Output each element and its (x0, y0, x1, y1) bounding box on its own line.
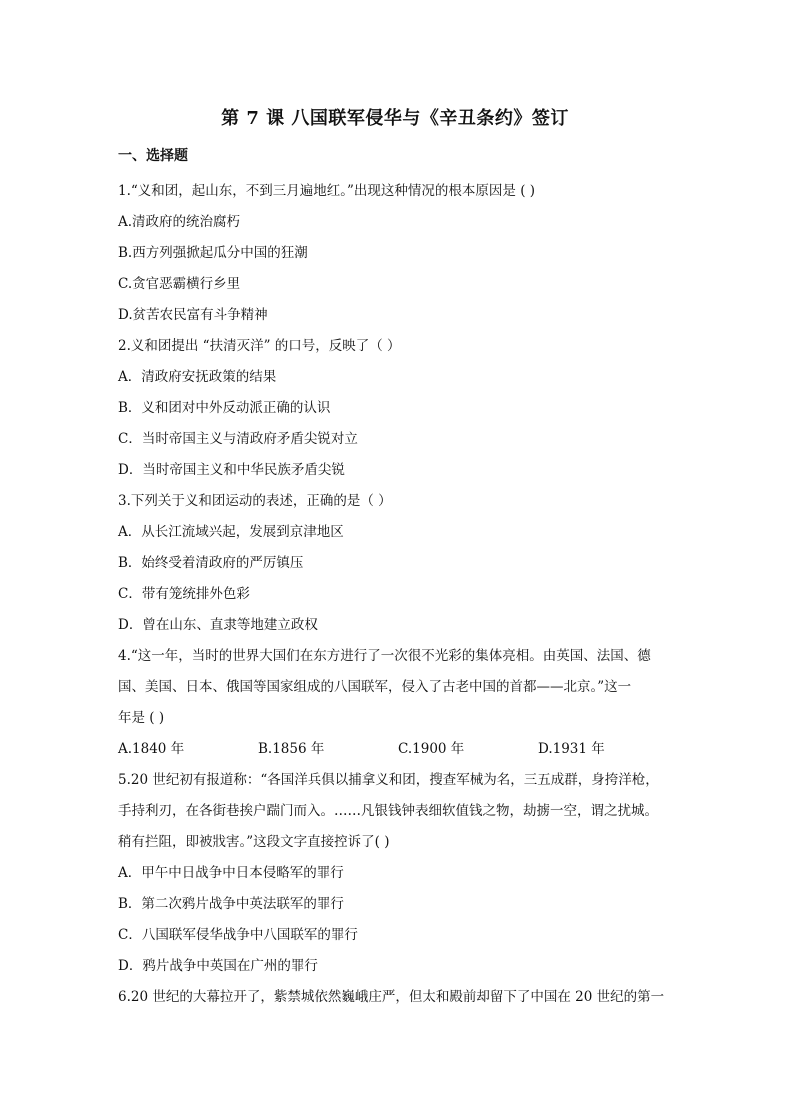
q4-option-c: C.1900 年 (398, 741, 465, 757)
text-line: 稍有拦阻，即被戕害。”这段文字直接控诉了( ) (118, 834, 390, 850)
text-line: 1.“义和团，起山东，不到三月遍地红。”出现这种情况的根本原因是 ( ) (118, 183, 536, 199)
text-line: B．义和团对中外反动派正确的认识 (118, 400, 331, 416)
text-line: C．当时帝国主义与清政府矛盾尖锐对立 (118, 431, 358, 447)
text-line: B．第二次鸦片战争中英法联军的罪行 (118, 896, 344, 912)
q4-option-b: B.1856 年 (258, 741, 325, 757)
text-line: A．清政府安抚政策的结果 (118, 369, 277, 385)
text-line: 国、美国、日本、俄国等国家组成的八国联军，侵入了古老中国的首都——北京。”这一 (118, 679, 632, 695)
text-line: 5.20 世纪初有报道称：“各国洋兵俱以捕拿义和团，搜查军械为名，三五成群，身挎洋枪， (118, 772, 659, 788)
section-heading: 一、选择题 (118, 148, 188, 164)
text-line: D.贫苦农民富有斗争精神 (118, 307, 268, 323)
page-title: 第 7 课 八国联军侵华与《辛丑条约》签订 (221, 108, 569, 129)
text-line: D．当时帝国主义和中华民族矛盾尖锐 (118, 462, 345, 478)
text-line: 年是 ( ) (118, 710, 165, 726)
text-line: D．曾在山东、直隶等地建立政权 (118, 617, 318, 633)
text-line: B.西方列强掀起瓜分中国的狂潮 (118, 245, 308, 261)
text-line: B．始终受着清政府的严厉镇压 (118, 555, 304, 571)
text-line: C．带有笼统排外色彩 (118, 586, 250, 602)
text-line: C．八国联军侵华战争中八国联军的罪行 (118, 927, 358, 943)
question-content (118, 176, 678, 1013)
q4-option-d: D.1931 年 (538, 741, 605, 757)
text-line: 手持利刃，在各街巷挨户踹门而入。……凡银钱钟表细软值钱之物，劫掳一空，谓之扰城。 (118, 803, 658, 819)
text-line: 6.20 世纪的大幕拉开了，紫禁城依然巍峨庄严，但太和殿前却留下了中国在 20 世纪的第一 (118, 989, 665, 1005)
text-line: A.清政府的统治腐朽 (118, 214, 241, 230)
text-line: 4.“这一年，当时的世界大国们在东方进行了一次很不光彩的集体亮相。由英国、法国、德 (118, 648, 651, 664)
text-line: A．从长江流域兴起，发展到京津地区 (118, 524, 344, 540)
q4-option-a: A.1840 年 (118, 741, 185, 757)
text-line: 2.义和团提出 “扶清灭洋” 的口号，反映了（ ） (118, 338, 401, 354)
text-line: C.贪官恶霸横行乡里 (118, 276, 241, 292)
text-line: A．甲午中日战争中日本侵略军的罪行 (118, 865, 344, 881)
text-line: 3.下列关于义和团运动的表述，正确的是（ ） (118, 493, 392, 509)
q4-options-row (118, 734, 678, 765)
text-line: D．鸦片战争中英国在广州的罪行 (118, 958, 318, 974)
